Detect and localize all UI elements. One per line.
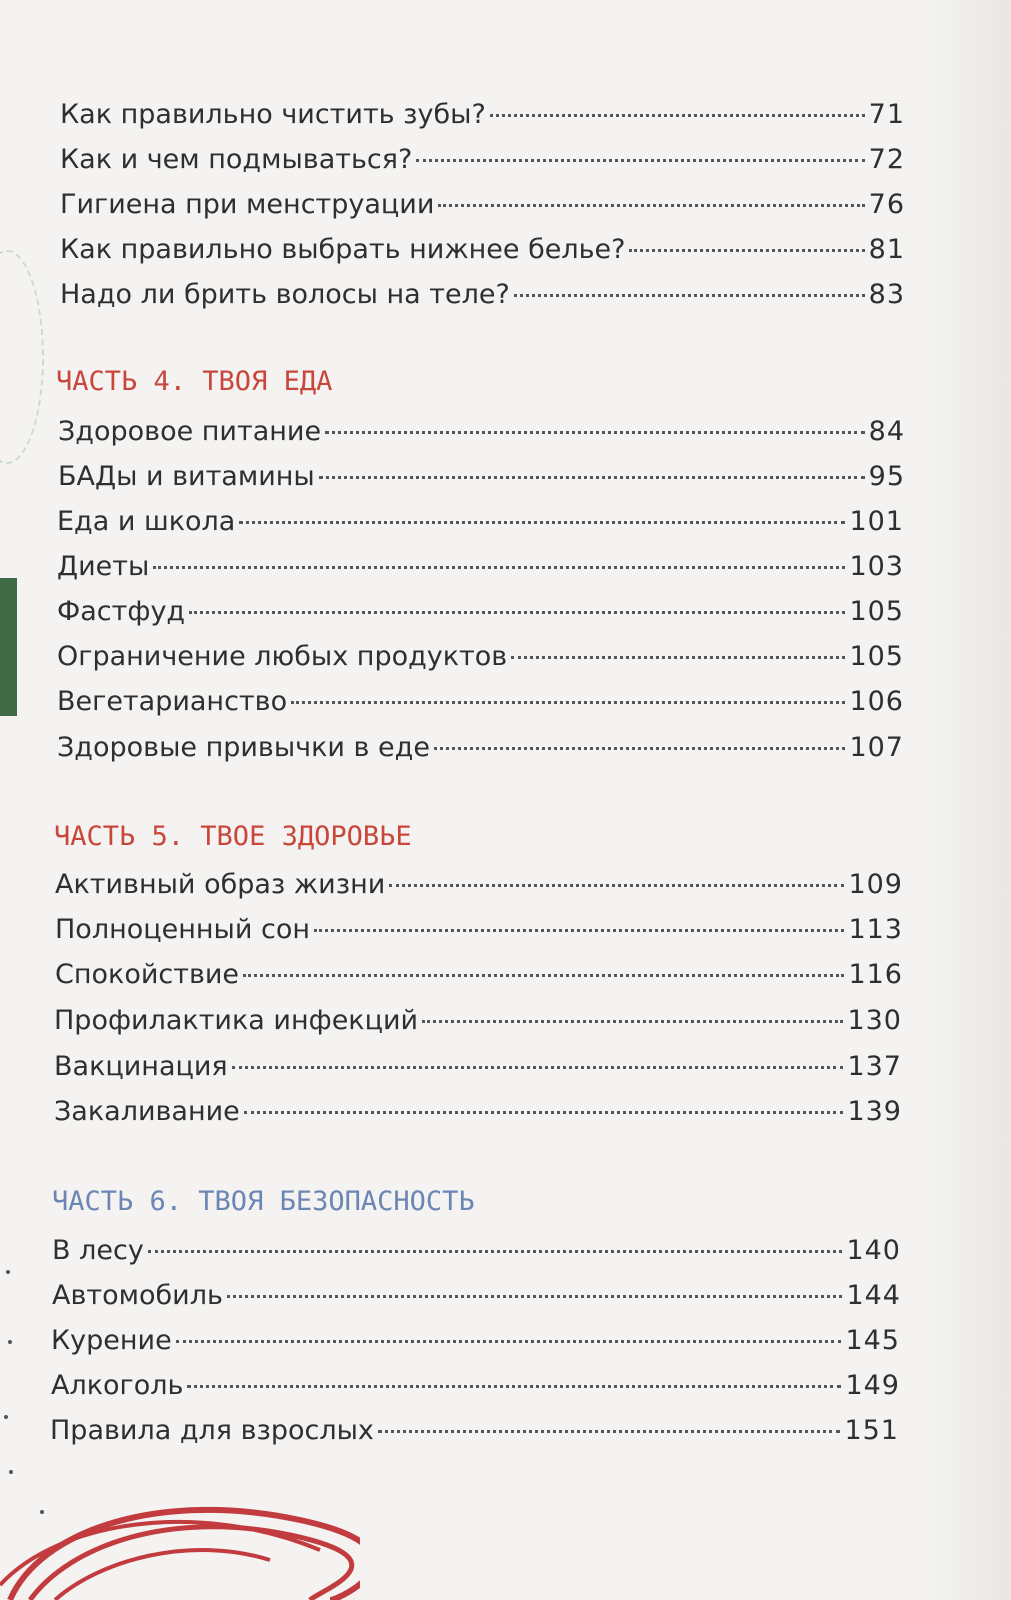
toc-entry-title: Вегетарианство (57, 686, 288, 717)
toc-entry-page: 72 (868, 144, 905, 175)
toc-entry (55, 913, 903, 947)
toc-entry (55, 868, 903, 902)
dot-leader (629, 249, 864, 252)
toc-entry (60, 233, 905, 267)
toc-entry-page: 145 (845, 1325, 900, 1356)
toc-entry-title: Здоровые привычки в еде (57, 732, 430, 763)
toc-entry (60, 188, 905, 222)
dot-leader (244, 1111, 844, 1114)
toc-entry-page: 140 (846, 1235, 901, 1266)
toc-entry-page: 130 (847, 1005, 902, 1036)
dot-leader (189, 611, 845, 614)
toc-entry-page: 106 (849, 686, 904, 717)
toc-entry-page: 109 (848, 869, 903, 900)
toc-entry (57, 550, 904, 584)
toc-entry-title: Еда и школа (57, 506, 236, 537)
toc-entry-page: 81 (868, 234, 905, 265)
toc-entry-page: 107 (849, 732, 904, 763)
toc-entry-title: Правила для взрослых (50, 1415, 374, 1446)
toc-entry-title: БАДы и витамины (58, 461, 315, 492)
dot-leader (319, 476, 865, 479)
toc-entry-page: 151 (844, 1415, 899, 1446)
toc-entry-title: Здоровое питание (58, 416, 322, 447)
toc-entry-title: Ограничение любых продуктов (57, 641, 508, 672)
toc-entry-title: Как правильно чистить зубы? (60, 99, 486, 130)
toc-entry (57, 640, 904, 674)
toc-entry-title: В лесу (52, 1235, 144, 1266)
toc-entry-title: Надо ли брить волосы на теле? (60, 279, 510, 310)
toc-entry-title: Вакцинация (54, 1051, 228, 1082)
toc-entry-page: 113 (848, 914, 903, 945)
dot-leader (389, 884, 844, 887)
toc-entry-title: Полноценный сон (55, 914, 311, 945)
toc-entry (60, 278, 905, 312)
toc-entry-title: Активный образ жизни (55, 869, 386, 900)
toc-entry (51, 1369, 900, 1403)
dot-leader (490, 114, 865, 117)
dot-leader (325, 431, 865, 434)
toc-entry-title: Гигиена при менструации (60, 189, 435, 220)
toc-entry (57, 505, 904, 539)
dot-leader (438, 204, 864, 207)
toc-entry-page: 105 (849, 596, 904, 627)
dot-leader (243, 974, 844, 977)
toc-entry-page: 95 (868, 461, 905, 492)
toc-entry (57, 595, 904, 629)
dot-leader (434, 747, 846, 750)
toc-entry-title: Закаливание (54, 1096, 240, 1127)
toc-entry-page: 84 (868, 416, 905, 447)
dot-leader (416, 159, 864, 162)
dot-leader (232, 1066, 844, 1069)
toc-entry (51, 1324, 900, 1358)
dot-leader (148, 1250, 843, 1253)
dot-leader (514, 294, 865, 297)
dot-leader (176, 1340, 842, 1343)
toc-entry-page: 83 (868, 279, 905, 310)
toc-entry-page: 137 (847, 1051, 902, 1082)
dot-leader (422, 1020, 843, 1023)
toc-entry (60, 143, 905, 177)
toc-entry (50, 1414, 899, 1448)
toc-entry-title: Как и чем подмываться? (60, 144, 413, 175)
toc-entry-title: Курение (51, 1325, 172, 1356)
toc-entry (55, 958, 903, 992)
toc-entry (60, 98, 905, 132)
toc-entry (54, 1050, 902, 1084)
toc-entry-title: Как правильно выбрать нижнее белье? (60, 234, 626, 265)
toc-entry-title: Алкоголь (51, 1370, 184, 1401)
toc-entry-title: Диеты (57, 551, 150, 582)
toc-entry-page: 71 (868, 99, 905, 130)
toc-entry-page: 105 (849, 641, 904, 672)
dot-leader (314, 929, 844, 932)
toc-entry-page: 103 (849, 551, 904, 582)
section-heading-part-4: ЧАСТЬ 4. ТВОЯ ЕДА (56, 366, 333, 397)
dot-leader (187, 1385, 841, 1388)
dot-leader (378, 1430, 841, 1433)
section-heading-part-6: ЧАСТЬ 6. ТВОЯ БЕЗОПАСНОСТЬ (52, 1186, 475, 1217)
toc-entry (58, 415, 905, 449)
toc-entry (58, 460, 905, 494)
toc-entry-page: 149 (845, 1370, 900, 1401)
dot-leader (153, 566, 845, 569)
toc-entry (57, 731, 904, 765)
toc-entry (54, 1004, 902, 1038)
toc-entry-page: 116 (848, 959, 903, 990)
toc-entry (52, 1279, 901, 1313)
toc-entry-title: Автомобиль (52, 1280, 223, 1311)
toc-entry-page: 101 (849, 506, 904, 537)
toc-entry-title: Фастфуд (57, 596, 186, 627)
toc-entry-page: 139 (847, 1096, 902, 1127)
toc-entry (54, 1095, 902, 1129)
toc-entry-title: Профилактика инфекций (54, 1005, 419, 1036)
toc-entry-title: Спокойствие (55, 959, 240, 990)
dot-leader (291, 701, 845, 704)
toc-entry (52, 1234, 901, 1268)
section-heading-part-5: ЧАСТЬ 5. ТВОЕ ЗДОРОВЬЕ (54, 821, 412, 852)
dot-leader (239, 521, 845, 524)
toc-entry (57, 685, 904, 719)
toc-entry-page: 144 (846, 1280, 901, 1311)
toc-entry-page: 76 (868, 189, 905, 220)
dot-leader (227, 1295, 843, 1298)
dot-leader (511, 656, 845, 659)
